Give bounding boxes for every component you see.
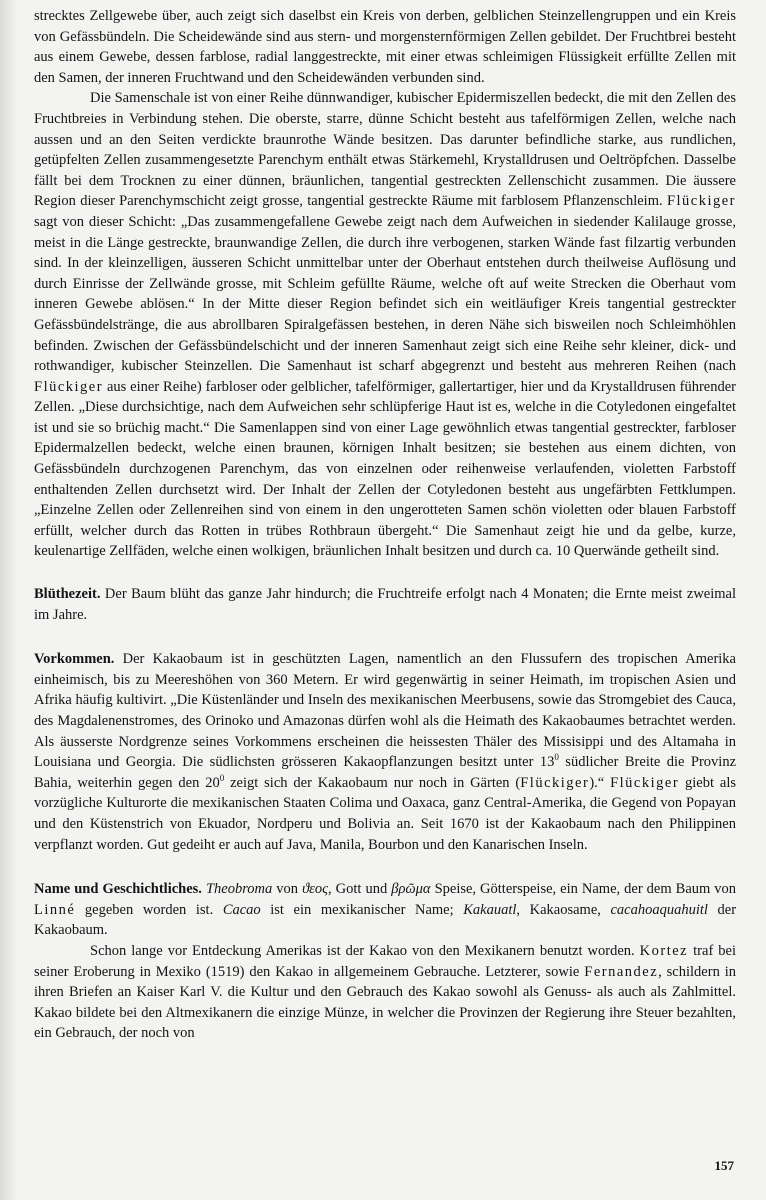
section-heading: Name und Geschichtliches. — [34, 881, 202, 898]
author-name: Flückiger — [610, 774, 680, 791]
paragraph-history: Schon lange vor Entdeckung Amerikas ist der Kakao von den Mexikanern benutzt worden. Kortez traf bei seiner Eroberung in Mexiko (1519) den Kakao in allgemeinem Gebrauche. Letzterer, sowie Fernandez, schildern in ihren Briefen an Kaiser Karl V. die Kultur und den Gebrauch des Kakao sowohl als Genuss- als auch als Zahlmittel. Kakao bildete bei den Altmexikanern die einzige Münze, in welcher die Provinzen der Regierung ihre Steuer bezahlten, ein Gebrauch, der noch von — [34, 942, 737, 1042]
section-vorkommen: Vorkommen. Der Kakaobaum ist in geschützten Lagen, namentlich an den Flussufern des tropischen Amerika einheimisch, bis zu Meereshöhen von 360 Metern. Er wird gegenwärtig in seiner Heimath, im tropischen Asien und Afrika häufig kultivirt. „Die Küstenländer und Inseln des mexikanischen Meerbusens, sowie das Stromgebiet des Cauca, des Magdalenenstromes, des Orinoko und Amazonas dürfen wohl als die Heimath des Kakaobaumes betrachtet werden. Als äusserste Nordgrenze seines Vorkommens erscheinen die heissesten Thäler des Missisippi und des Altamaha in Louisiana und Georgia. Die südlichsten grösseren Kakaopflanzungen besitzt unter $13^0$ südlicher Breite die Provinz Bahia, weiterhin gegen den $20^0$ zeigt sich der Kakaobaum nur noch in Gärten (Flückiger).“ Flückiger giebt als vorzügliche Kulturorte die mexikanischen Staaten Colima und Oaxaca, ganz Central-Amerika, die Gegend von Popayan und den Küstenstrich von Ekuador, Nordperu und Bolivia an. Seit 1670 ist der Kakaobaum nach den Philippinen verpflanzt worden. Gut gedeiht er auch auf Java, Manila, Bourbon und den Kanarischen Inseln. — [34, 651, 737, 853]
author-name: Flückiger — [520, 774, 590, 791]
author-name: Kortez — [639, 942, 689, 959]
section-bluethezeit: Blüthezeit. Der Baum blüht das ganze Jahr hindurch; die Fruchtreife erfolgt nach 4 Monaten; die Ernte meist zweimal im Jahre. — [34, 586, 736, 623]
section-heading: Vorkommen. — [34, 651, 115, 668]
paragraph-fruit-tissue: strecktes Zellgewebe über, auch zeigt sich daselbst ein Kreis von derben, gelblichen Steinzellengruppen und ein Kreis von Gefässbündeln. Die Scheidewände sind aus stern- und morgensternförmigen Zellen gebildet. Der Fruchtbrei besteht aus einem Gewebe, dessen farblose, radial langgestreckte, mit einer etwas schleimigen Flüssigkeit erfüllte Zellen mit den Samen, der inneren Fruchtwand und den Scheidewänden verbunden sind. — [34, 8, 736, 86]
degree-sign: 0 — [219, 772, 225, 783]
paragraph-seed-coat: Die Samenschale ist von einer Reihe dünnwandiger, kubischer Epidermiszellen bedeckt, die mit den Zellen des Fruchtbreies in Verbindung stehen. Die oberste, starre, dünne Schicht besteht aus tafelförmigen Zellen, welche nach aussen und an den Seiten verdickte braunrothe Wände besitzen. Das darunter befindliche starke, aus rundlichen, getüpfelten Zellen zusammengesetzte Parenchym enthält etwas Stärkemehl, Krystalldrusen und Oeltröpfchen. Dasselbe fällt bei dem Trocknen zu einer dünnen, bräunlichen, tangential gestreckten Zellenschicht zusammen. Die äussere Region dieser Parenchymschicht zeigt grosse, tangential gestreckte Räume mit farblosem Pflanzenschleim. Flückiger sagt von dieser Schicht: „Das zusammengefallene Gewebe zeigt nach dem Aufweichen in siedender Kalilauge grosse, meist in die Länge gestreckte, braunwandige Zellen, die durch ihre verbogenen, starken Wände fast filzartig verbunden sind. In der kleinzelligen, äusseren Schicht unmittelbar unter der Oberhaut entstehen durch theilweise Auflösung und durch Einrisse der Zellwände grosse, mit Schleim gefüllte Räume, welche oft auf weite Strecken die Oberhaut vom inneren Gewebe ablösen.“ In der Mitte dieser Region befindet sich ein weitläufiger Kreis tangential gestreckter Gefässbündelstränge, die aus abrollbaren Spiralgefässen bestehen, in deren Nähe sich bisweilen noch Schleimhöhlen befinden. Zwischen der Gefässbündelschicht und der inneren Samenhaut zeigt sich eine Reihe sehr kleiner, dick- und rothwandiger, kubischer Steinzellen. Die Samenhaut ist scharf abgegrenzt und besteht aus mehreren Reihen (nach Flückiger aus einer Reihe) farbloser oder gelblicher, tafelförmiger, gallertartiger, hier und da Krystalldrusen führender Zellen. „Diese durchsichtige, nach dem Aufweichen sehr schlüpferige Haut ist es, welche in die Cotyledonen eingefaltet ist und sie so brüchig macht.“ Die Samenlappen sind von einer Lage gewöhnlich etwas tangential gestreckter, farbloser Epidermalzellen bedeckt, welche einen braunen, körnigen Inhalt besitzen; sie bestehen aus einem dichten, von Gefässbündeln durchzogenen Parenchym, das von einzelnen oder reihenweise verlaufenden, violetten Farbstoff enthaltenden Zellen durchsetzt wird. Der Inhalt der Zellen der Cotyledonen besteht aus ungefärbten Fettklumpen. „Einzelne Zellen oder Zellenreihen sind von einem in den ungerotteten Samen schön violetten oder blauen Farbstoff erfüllt, welcher durch das Rotten in trübes Rothbraun übergeht.“ Die Samenhaut zeigt hie und da gelbe, kurze, keulenartige Zellfäden, welche einen wolkigen, bräunlichen Inhalt besitzen und durch ca. 10 Querwände getheilt sind. — [34, 90, 737, 560]
page-number: 157 — [714, 1158, 734, 1173]
author-name: Fernandez — [584, 963, 659, 980]
page-gutter-shadow — [0, 0, 18, 1200]
author-name: Flückiger — [34, 378, 104, 395]
author-name: Flückiger — [666, 193, 737, 210]
section-name-geschichte: Name und Geschichtliches. Theobroma von ϑεος, Gott und βρῶμα Speise, Götterspeise, ein Name, der dem Baum von Linné gegeben worden ist. Cacao ist ein mexikanischer Name; Kakauatl, Kakaosame, cacahoaquahuitl der Kakaobaum. — [34, 881, 737, 939]
degree-sign: 0 — [554, 752, 559, 763]
section-heading: Blüthezeit. — [34, 586, 101, 603]
author-name: Linné — [34, 901, 76, 918]
